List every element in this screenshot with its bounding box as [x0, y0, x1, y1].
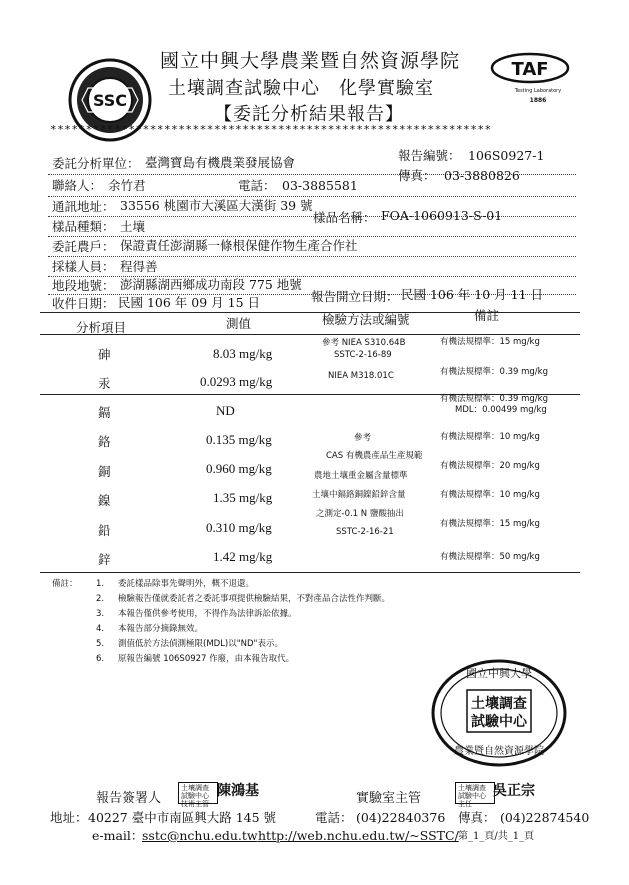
footer-website-link[interactable]: http://web.nchu.edu.tw/~SSTC/ — [258, 828, 459, 843]
fax-label: 傳真： — [398, 168, 436, 183]
table-row-item: 鎘 — [98, 405, 111, 420]
report-no-value: 106S0927-1 — [468, 148, 545, 163]
table-row-item: 鎳 — [98, 493, 111, 508]
footer-address-label: 地址： — [50, 810, 88, 825]
footer-address: 40227 臺中市南區興大路 145 號 — [88, 810, 277, 825]
note-item: 原報告編號 106S0927 作廢，由本報告取代。 — [118, 654, 295, 664]
phone-label: 電話： — [238, 178, 276, 193]
svg-text:TAF: TAF — [511, 59, 549, 80]
notes-label: 備註： — [52, 579, 78, 589]
table-row-value: 1.35 mg/kg — [213, 490, 273, 505]
footer-email-link[interactable]: sstc@nchu.edu.tw — [142, 828, 258, 843]
svg-text:試驗中心: 試驗中心 — [471, 714, 527, 730]
footer-fax-label: 傳真： — [458, 810, 496, 825]
fax-value: 03-3880826 — [444, 168, 520, 183]
sampler-value: 程得善 — [120, 259, 158, 274]
issued-label: 報告開立日期： — [311, 289, 399, 304]
taf-logo — [488, 50, 572, 110]
note-item: 委託樣品除事先聲明外，概不退還。 — [118, 579, 255, 589]
logo-text: SSC — [92, 91, 128, 110]
signer-name: 陳鴻基 — [217, 783, 259, 799]
address-value: 33556 桃園市大溪區大漢街 39 號 — [120, 198, 313, 213]
col-header-item: 分析項目 — [76, 320, 127, 335]
client-value: 臺灣寶島有機農業發展協會 — [145, 155, 296, 170]
col-header-method: 檢驗方法或編號 — [322, 312, 410, 327]
supervisor-name: 吳正宗 — [493, 783, 535, 799]
issued-value: 民國 106 年 10 月 11 日 — [401, 287, 544, 302]
footer-fax: (04)22874540 — [500, 810, 590, 825]
svg-text:土壤調查: 土壤調查 — [471, 696, 527, 712]
location-value: 澎湖縣湖西鄉成功南段 775 地號 — [120, 277, 302, 292]
footer-email-label: e-mail： — [92, 828, 144, 843]
client-label: 委託分析單位： — [52, 156, 140, 171]
supervisor-stamp: 土壤調查試驗中心主任 — [455, 782, 495, 804]
svg-text:Testing Laboratory: Testing Laboratory — [514, 88, 562, 94]
supervisor-label: 實驗室主管 — [356, 791, 422, 806]
farmer-value: 保證責任澎湖縣一條根保健作物生產合作社 — [120, 238, 358, 253]
report-no-label: 報告編號： — [398, 148, 461, 163]
table-row-item: 鉛 — [98, 523, 111, 538]
address-label: 通訊地址： — [52, 199, 115, 214]
note-item: 檢驗報告僅就委託者之委託事項提供檢驗結果，不對產品合法性作判斷。 — [118, 594, 391, 604]
svg-text:農業暨自然資源學院: 農業暨自然資源學院 — [454, 746, 544, 757]
table-row-item: 砷 — [98, 347, 111, 362]
signer-label: 報告簽署人 — [96, 791, 162, 806]
star-divider: ************************************************************** — [50, 123, 492, 136]
table-row-item: 銅 — [98, 464, 111, 479]
table-row-value: 0.310 mg/kg — [206, 520, 272, 535]
note-item: 本報告僅供參考使用，不得作為法律訴訟依據。 — [118, 609, 297, 619]
center-title: 土壤調查試驗中心 化學實驗室 — [168, 78, 434, 99]
phone-value: 03-3885581 — [282, 178, 358, 193]
sample-type-label: 樣品種類： — [52, 219, 115, 234]
official-seal — [430, 658, 568, 768]
signer-stamp: 土壤調查試驗中心技術主管 — [178, 782, 218, 804]
table-row-value: ND — [216, 403, 235, 418]
svg-text:國立中興大學: 國立中興大學 — [466, 667, 532, 680]
svg-text:1886: 1886 — [529, 97, 547, 104]
table-row-value: 1.42 mg/kg — [213, 549, 273, 564]
sample-type-value: 土壤 — [120, 219, 146, 234]
table-row-value: 0.135 mg/kg — [206, 432, 272, 447]
table-row-item: 汞 — [98, 376, 111, 391]
table-row-item: 鋅 — [98, 552, 111, 567]
table-row-item: 鉻 — [98, 434, 111, 449]
sampler-label: 採樣人員： — [52, 259, 115, 274]
page-number: 第_1_頁/共_1_頁 — [458, 831, 535, 842]
institution-title: 國立中興大學農業暨自然資源學院 — [160, 50, 461, 72]
contact-value: 余竹君 — [108, 178, 146, 193]
table-row-value: 0.0293 mg/kg — [200, 374, 273, 389]
footer-tel: (04)22840376 — [356, 810, 446, 825]
note-item: 測值低於方法偵測極限(MDL)以"ND"表示。 — [118, 639, 283, 649]
location-label: 地段地號： — [52, 278, 115, 293]
sample-name-label: 樣品名稱： — [313, 210, 376, 225]
note-item: 本報告部分摘錄無效。 — [118, 624, 204, 634]
received-value: 民國 106 年 09 月 15 日 — [118, 295, 261, 310]
col-header-value: 測值 — [226, 316, 252, 331]
table-row-value: 8.03 mg/kg — [213, 346, 273, 361]
farmer-label: 委託農戶： — [52, 239, 115, 254]
table-row-value: 0.960 mg/kg — [206, 461, 272, 476]
sample-name-value: FOA-1060913-S-01 — [381, 208, 503, 223]
contact-label: 聯絡人： — [52, 178, 103, 193]
footer-tel-label: 電話： — [315, 810, 353, 825]
report-title: 【委託分析結果報告】 — [214, 104, 404, 125]
col-header-note: 備註 — [474, 308, 500, 323]
received-label: 收件日期： — [52, 296, 115, 311]
